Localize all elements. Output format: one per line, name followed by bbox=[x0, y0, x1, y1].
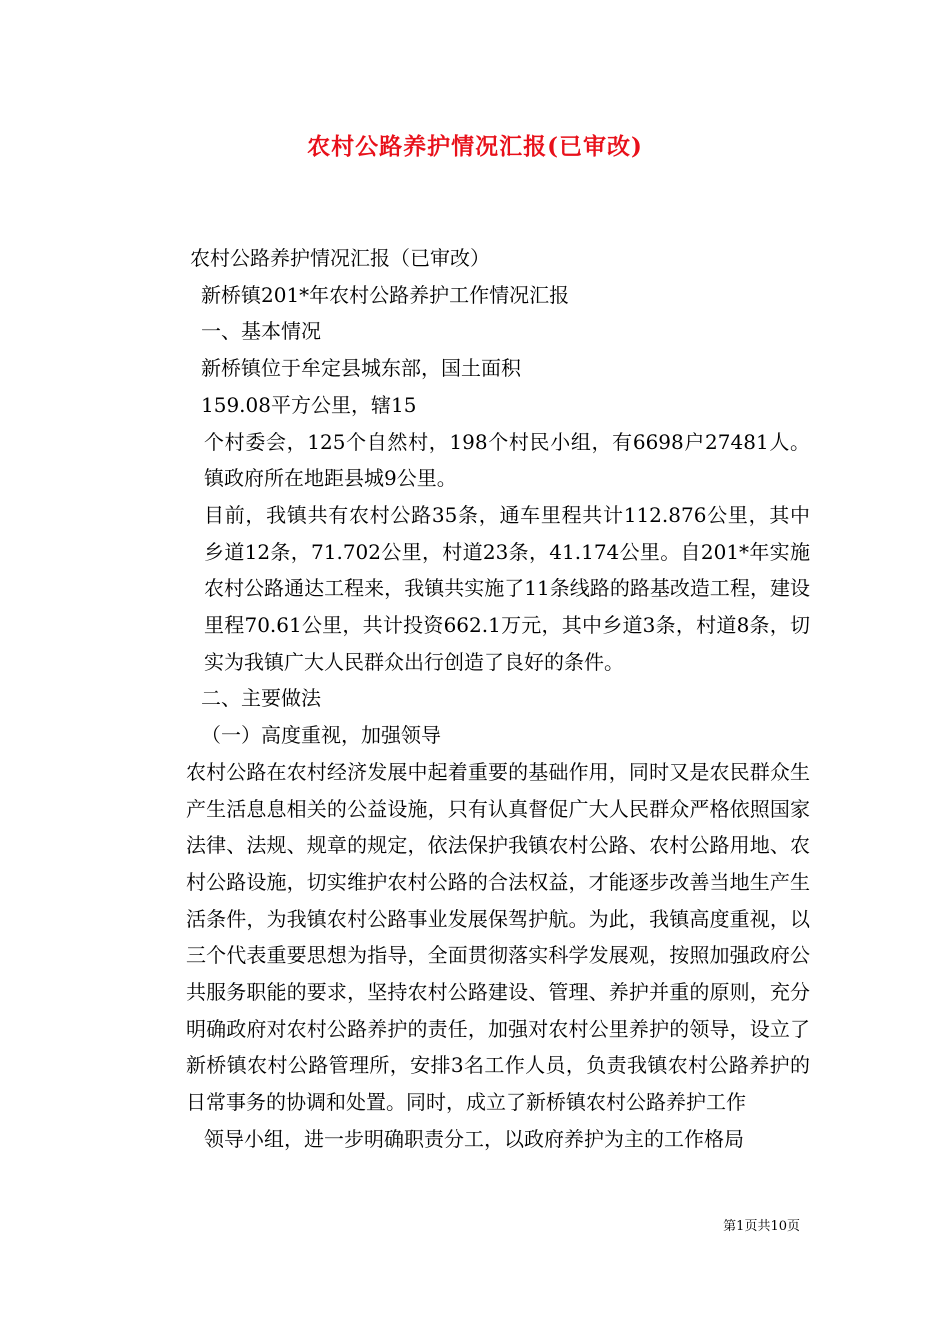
text-line: 159.08平方公里，辖15 bbox=[201, 392, 417, 417]
document-title: 农村公路养护情况汇报(已审改) bbox=[307, 133, 643, 160]
section-heading-methods: 二、主要做法 bbox=[201, 686, 321, 711]
paragraph: 个村委会，125个自然村，198个村民小组，有6698户27481人。镇政府所在地距县城9公里。 bbox=[204, 429, 810, 491]
text-line: 领导小组，进一步明确职责分工，以政府养护为主的工作格局 bbox=[204, 1126, 744, 1151]
text-line: 新桥镇位于牟定县城东部，国土面积 bbox=[201, 356, 521, 381]
page-number: 第1页共10页 bbox=[723, 1219, 800, 1234]
section-heading-basic: 一、基本情况 bbox=[201, 319, 321, 344]
report-heading: 新桥镇201*年农村公路养护工作情况汇报 bbox=[201, 282, 570, 307]
paragraph: 目前，我镇共有农村公路35条，通车里程共计112.876公里，其中乡道12条，71.702公里，村道23条，41.174公里。自201*年实施农村公路通达工程来，我镇共实施了11条线路的路基改造工程，建设里程70.61公里，共计投资662.1万元，其中乡道3条，村道8条，切实为我镇广大人民群众出行创造了良好的条件。 bbox=[204, 502, 810, 674]
subsection-heading: （一）高度重视，加强领导 bbox=[201, 723, 441, 748]
paragraph: 农村公路在农村经济发展中起着重要的基础作用，同时又是农民群众生产生活息息相关的公益设施，只有认真督促广大人民群众严格依照国家法律、法规、规章的规定，依法保护我镇农村公路、农村公路用地、农村公路设施，切实维护农村公路的合法权益，才能逐步改善当地生产生活条件，为我镇农村公路事业发展保驾护航。为此，我镇高度重视，以三个代表重要思想为指导，全面贯彻落实科学发展观，按照加强政府公共服务职能的要求，坚持农村公路建设、管理、养护并重的原则，充分明确政府对农村公路养护的责任，加强对农村公里养护的领导，设立了新桥镇农村公路管理所，安排3名工作人员，负责我镇农村公路养护的日常事务的协调和处置。同时，成立了新桥镇农村公路养护工作 bbox=[186, 759, 810, 1115]
subtitle-line: 农村公路养护情况汇报（已审改） bbox=[190, 246, 490, 270]
document-body bbox=[146, 240, 810, 1158]
